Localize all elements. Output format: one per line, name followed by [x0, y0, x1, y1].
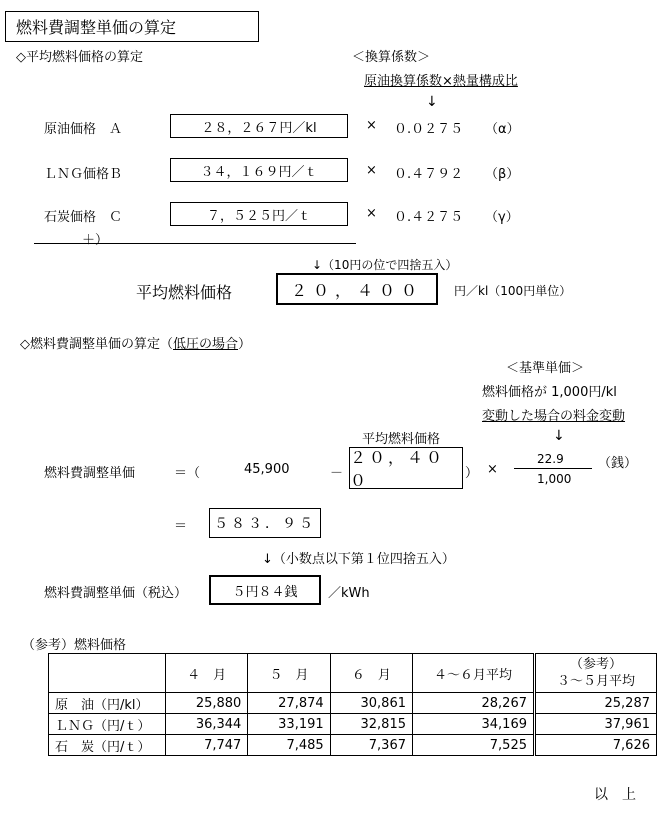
table-row [49, 735, 657, 756]
table-header-cell [535, 654, 657, 693]
table-row [49, 714, 657, 735]
table-cell: 34,169 [413, 714, 535, 735]
table-header-cell: ４～６月平均 [413, 654, 535, 693]
crude-label: 原油価格 Ａ [44, 122, 123, 137]
table-cell: 30,861 [330, 693, 412, 714]
table-cell: 7,525 [413, 735, 535, 756]
round-note-10yen: ↓（10円の位で四捨五入） [312, 258, 458, 272]
table-header-row [49, 654, 657, 693]
tax-label: 燃料費調整単価（税込） [44, 586, 188, 601]
fraction-bar [514, 468, 592, 469]
table-row-label: ＬＮＧ（円/ｔ） [49, 714, 166, 735]
close-paren: ） [465, 466, 479, 481]
table-row [49, 693, 657, 714]
avg-fuel-caption: 平均燃料価格 [362, 432, 441, 447]
beta-label: （β） [485, 167, 520, 182]
section2-heading [20, 333, 251, 352]
table-cell: 28,267 [413, 693, 535, 714]
page-title: 燃料費調整単価の算定 [5, 11, 259, 42]
down-arrow-icon: ↓ [553, 428, 565, 444]
table-cell: 7,626 [535, 735, 657, 756]
base-unit-line2: 変動した場合の料金変動 [482, 409, 626, 424]
tax-value-box: ５円８４銭 [209, 575, 321, 605]
section2-heading-underlined: 低圧の場合 [173, 337, 239, 352]
reference-heading: （参考）燃料価格 [22, 638, 127, 653]
table-header-cell: ４ 月 [166, 654, 248, 693]
table-cell: 7,485 [248, 735, 330, 756]
ref-col-line1: （参考） [569, 657, 622, 672]
table-row-label: 石 炭（円/ｔ） [49, 735, 166, 756]
base-price-value: 45,900 [244, 462, 290, 477]
coal-label: 石炭価格 Ｃ [44, 210, 123, 225]
table-cell: 7,367 [330, 735, 412, 756]
table-header-cell [49, 654, 166, 693]
coef-header: ＜換算係数＞ [352, 50, 431, 65]
down-arrow-icon: ↓ [426, 94, 438, 110]
crude-coef: ０.０２７５ [394, 122, 464, 137]
table-cell: 33,191 [248, 714, 330, 735]
crude-value-box: ２８，２６７円／kl [170, 114, 348, 138]
coal-value-box: ７，５２５円／ｔ [170, 202, 348, 226]
base-unit-line1: 燃料価格が 1,000円/kl [482, 385, 617, 400]
alpha-label: （α） [485, 122, 520, 137]
avg-fuel-value-box-2: ２０，４００ [349, 447, 463, 489]
times-sign: × [366, 163, 377, 178]
result-value-box: ５８３．９５ [209, 508, 321, 538]
avg-fuel-unit: 円／kl（100円単位） [454, 284, 572, 298]
table-cell: 37,961 [535, 714, 657, 735]
gamma-label: （γ） [485, 210, 519, 225]
lng-value-box: ３４，１６９円／ｔ [170, 158, 348, 182]
times-sign: × [487, 462, 498, 477]
round-note-decimal: ↓（小数点以下第１位四捨五入） [262, 552, 455, 567]
table-cell: 32,815 [330, 714, 412, 735]
coal-coef: ０.４２７５ [394, 210, 464, 225]
table-header-cell: ６ 月 [330, 654, 412, 693]
avg-fuel-value-box: ２０，４００ [276, 273, 438, 305]
table-cell: 25,287 [535, 693, 657, 714]
equals-open-paren: ＝（ [174, 466, 201, 481]
minus-sign: － [330, 466, 344, 481]
ref-col-line2: ３～５月平均 [556, 674, 635, 689]
table-cell: 7,747 [166, 735, 248, 756]
fuel-adjust-label: 燃料費調整単価 [44, 466, 136, 481]
coef-formula: 原油換算係数×熱量構成比 [364, 74, 518, 89]
table-row-label: 原 油（円/kl） [49, 693, 166, 714]
times-sign: × [366, 206, 377, 221]
table-cell: 27,874 [248, 693, 330, 714]
table-cell: 36,344 [166, 714, 248, 735]
fraction-numerator: 22.9 [537, 452, 564, 466]
fraction-denominator: 1,000 [537, 472, 572, 486]
sen-unit: （銭） [598, 456, 638, 471]
tax-unit: ／kWh [328, 586, 370, 601]
times-sign: × [366, 118, 377, 133]
section2-heading-suffix: ） [238, 337, 252, 352]
lng-label: ＬＮＧ価格Ｂ [44, 167, 123, 182]
section2-heading-prefix: ◇燃料費調整単価の算定（ [20, 337, 173, 352]
footer-end-mark: 以 上 [594, 787, 636, 803]
equals-sign: ＝ [174, 519, 188, 534]
section1-heading: ◇平均燃料価格の算定 [16, 50, 143, 65]
reference-table [48, 653, 657, 756]
lng-coef: ０.４７９２ [394, 167, 464, 182]
table-header-cell: ５ 月 [248, 654, 330, 693]
plus-sign: ＋） [82, 233, 109, 248]
table-cell: 25,880 [166, 693, 248, 714]
base-unit-header: ＜基準単価＞ [506, 361, 585, 376]
avg-fuel-label: 平均燃料価格 [136, 283, 233, 302]
